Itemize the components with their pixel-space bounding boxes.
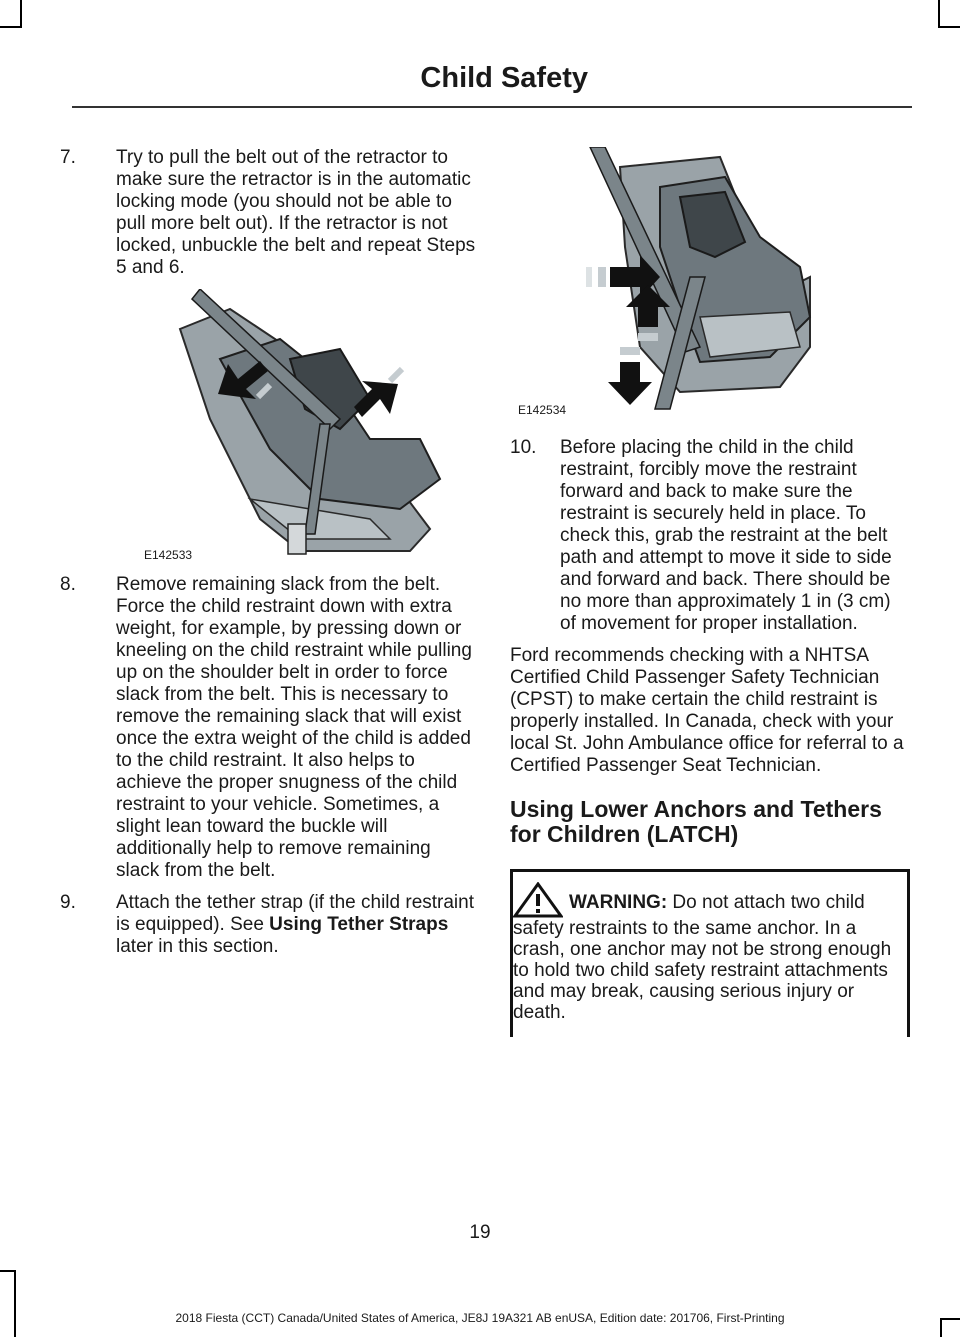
step-text-before: Attach the tether strap (if the child restraint is equipped). See (116, 892, 475, 935)
page-number: 19 (469, 1222, 491, 1243)
warning-text: Do not attach two child safety restraints to the same anchor. In a crash, one anchor may not be strong enough to hold two child safety restraint attachments and may break, causing serious injury or death. (513, 892, 892, 1023)
step-number: 8. (60, 574, 76, 595)
warning-box (510, 869, 910, 1037)
figure-code: E142533 (144, 548, 193, 562)
crop-mark (940, 26, 960, 28)
step-text-after: later in this section. (116, 936, 279, 957)
step-text (116, 892, 478, 958)
step-text: Try to pull the belt out of the retractor to make sure the retractor is in the automatic locking mode (you should not be able to pull more belt out). If the retractor is not locked, unbuckle the belt and repeat Steps 5 and 6. (116, 147, 476, 278)
section-heading: Using Lower Anchors and Tethers for Children (LATCH) (510, 796, 882, 847)
child-seat-drawing (510, 147, 910, 427)
body-paragraph: Ford recommends checking with a NHTSA Certified Child Passenger Safety Technician (CPST) to make certain the child restraint is properly installed. In Canada, check with your local St. John Ambulance office for referral to a Certified Passenger Seat Technician. (510, 645, 904, 776)
warning-label: WARNING: (569, 892, 668, 913)
step-text: Before placing the child in the child restraint, forcibly move the restraint forward and back to make sure the restraint is securely held in place. To check this, grab the restraint at the belt path and attempt to move it side to side and forward and back. There should be no more than approximately 1 in (3 cm) of movement for proper installation. (560, 437, 892, 634)
warning-triangle-icon (513, 882, 563, 918)
child-seat-illustration-1 (140, 289, 490, 564)
step-8 (60, 574, 478, 882)
right-column (510, 147, 910, 1037)
step-number: 9. (60, 892, 76, 913)
crop-mark (0, 1270, 14, 1272)
page-footer: 2018 Fiesta (CCT) Canada/United States of America, JE8J 19A321 AB enUSA, Edition date: 201706, First-Printing (175, 1311, 785, 1325)
crop-mark (20, 0, 22, 28)
step-9 (60, 892, 478, 958)
figure-code: E142534 (518, 403, 567, 417)
left-column (60, 147, 478, 968)
child-seat-drawing (140, 289, 490, 564)
step-number: 10. (510, 437, 537, 458)
step-7 (60, 147, 478, 279)
step-number: 7. (60, 147, 76, 168)
crop-mark (938, 0, 940, 28)
crop-mark (0, 26, 20, 28)
header-divider (72, 106, 912, 108)
child-seat-illustration-2 (510, 147, 910, 427)
page-title: Child Safety (420, 62, 588, 94)
crop-mark (14, 1270, 16, 1337)
step-text: Remove remaining slack from the belt. Force the child restraint down with extra weight, for example, by pressing down or kneeling on the child restraint while pulling up on the shoulder belt in order to force slack from the belt. This is necessary to remove the remaining slack that will exist once the extra weight of the child is added to the child restraint. It also helps to achieve the proper snugness of the child restraint to your vehicle. Sometimes, a slight lean toward the buckle will additionally help to remove remaining slack from the belt. (116, 574, 472, 881)
step-10 (510, 437, 910, 635)
cross-reference-link: Using Tether Straps (269, 914, 449, 935)
